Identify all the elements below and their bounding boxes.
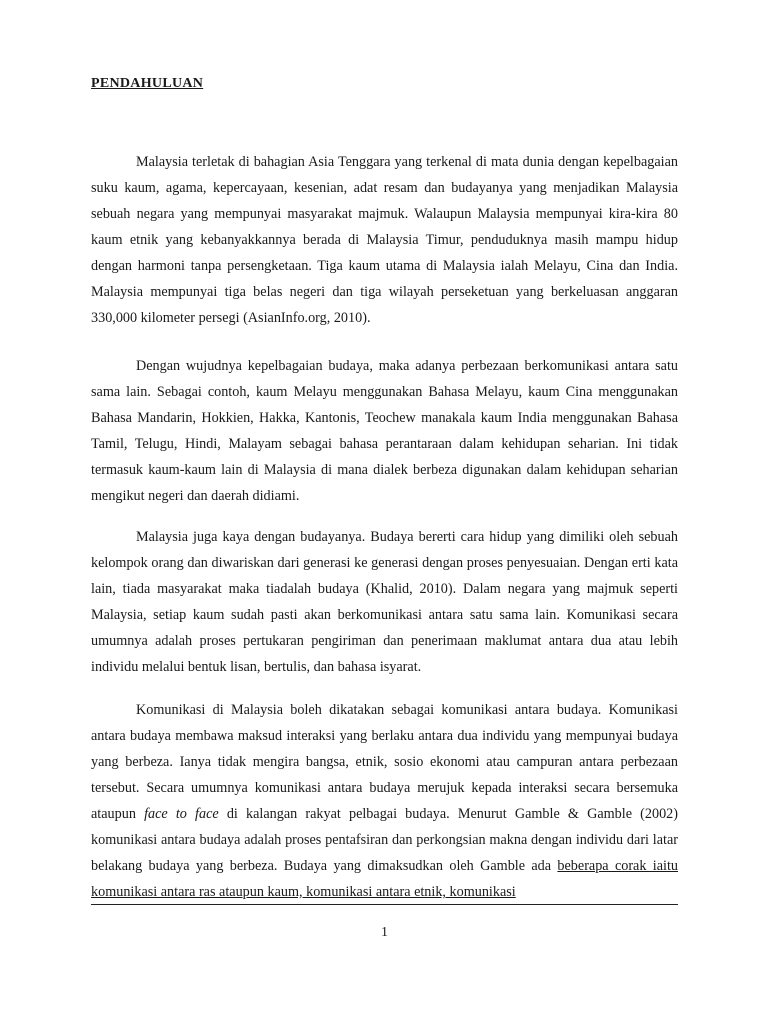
paragraph-3: Malaysia juga kaya dengan budayanya. Budaya bererti cara hidup yang dimiliki oleh sebuah kelompok orang dan diwariskan dari generasi ke generasi dengan proses penyesuaian. Dengan erti kata lain, tiada masyarakat maka tiadalah budaya (Khalid, 2010). Dalam negara yang majmuk seperti Malaysia, setiap kaum sudah pasti akan berkomunikasi antara satu sama lain. Komunikasi secara umumnya adalah proses pertukaran pengiriman dan penerimaan maklumat antara dua atau lebih individu melalui bentuk lisan, bertulis, dan bahasa isyarat. xyxy=(91,529,678,675)
paragraph-4 xyxy=(91,697,678,905)
paragraph-2: Dengan wujudnya kepelbagaian budaya, maka adanya perbezaan berkomunikasi antara satu sama lain. Sebagai contoh, kaum Melayu menggunakan Bahasa Melayu, kaum Cina menggunakan Bahasa Mandarin, Hokkien, Hakka, Kantonis, Teochew manakala kaum India menggunakan Bahasa Tamil, Telugu, Hindi, Malayam sebagai bahasa perantaraan dalam kehidupan seharian. Ini tidak termasuk kaum-kaum lain di Malaysia di mana dialek berbeza digunakan dalam kehidupan seharian mengikut negeri dan daerah didiami. xyxy=(91,358,678,504)
paragraph-4-text-before: Komunikasi di Malaysia boleh dikatakan sebagai komunikasi antara budaya. Komunikasi antara budaya membawa maksud interaksi yang berlaku antara dua individu yang mempunyai budaya yang berbeza. Ianya tidak mengira bangsa, etnik, sosio ekonomi atau campuran antara perbezaan tersebut. Secara umumnya komunikasi antara budaya merujuk kepada interaksi secara bersemuka ataupun xyxy=(91,702,678,822)
page-number: 1 xyxy=(381,925,388,940)
paragraph-4-last-line: beberapa corak iaitu komunikasi antara ras ataupun kaum, komunikasi antara etnik, komunikasi xyxy=(91,858,679,900)
section-heading: PENDAHULUAN xyxy=(91,76,204,91)
paragraph-4-text-after: di kalangan rakyat pelbagai budaya. Menurut Gamble & Gamble (2002) komunikasi antara budaya adalah proses pentafsiran dan perkongsian makna dengan individu dari latar belakang budaya yang berbeza. Budaya yang dimaksudkan oleh Gamble ada xyxy=(91,806,678,874)
document-page xyxy=(91,0,678,1024)
paragraph-1: Malaysia terletak di bahagian Asia Tenggara yang terkenal di mata dunia dengan kepelbagaian suku kaum, agama, kepercayaan, kesenian, adat resam dan budayanya yang menjadikan Malaysia sebuah negara yang mempunyai masyarakat majmuk. Walaupun Malaysia mempunyai kira-kira 80 kaum etnik yang kebanyakkannya berada di Malaysia Timur, penduduknya masih mampu hidup dengan harmoni tanpa persengketaan. Tiga kaum utama di Malaysia ialah Melayu, Cina dan India. Malaysia mempunyai tiga belas negeri dan tiga wilayah perseketuan yang berkeluasan anggaran 330,000 kilometer persegi (AsianInfo.org, 2010). xyxy=(91,154,678,326)
footer-divider xyxy=(91,904,678,905)
paragraph-4-italic-phrase: face to face xyxy=(144,806,219,822)
